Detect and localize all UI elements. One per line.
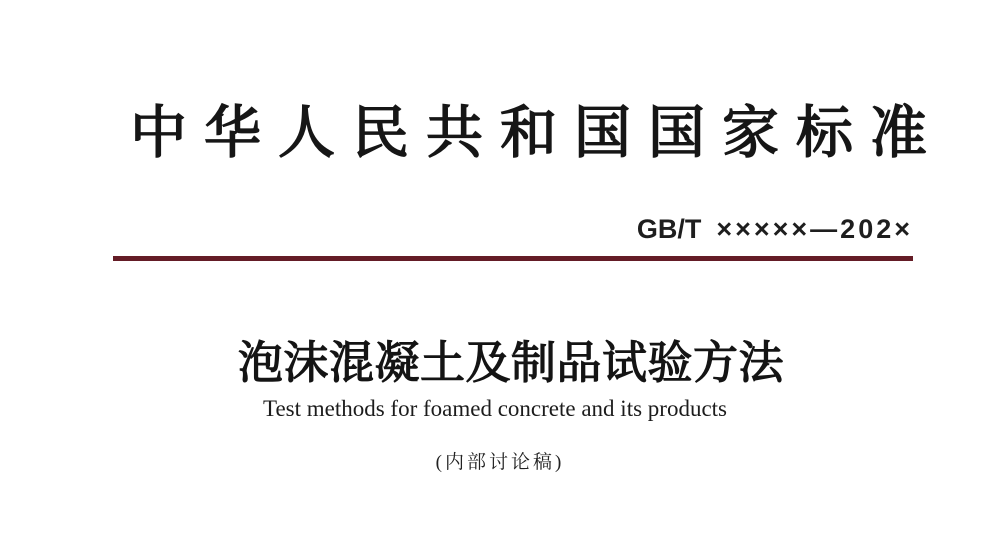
document-title-chinese: 泡沫混凝土及制品试验方法 (237, 337, 784, 388)
national-standard-heading: 中华人民共和国国家标准 (130, 101, 944, 165)
standard-code-number: ×××××—202× (716, 214, 913, 244)
standard-code-prefix: GB/T (636, 214, 702, 244)
internal-draft-note: (内部讨论稿) (435, 452, 565, 473)
standard-code (637, 213, 913, 245)
document-title-english: Test methods for foamed concrete and its products (263, 396, 727, 421)
horizontal-rule (113, 256, 913, 261)
